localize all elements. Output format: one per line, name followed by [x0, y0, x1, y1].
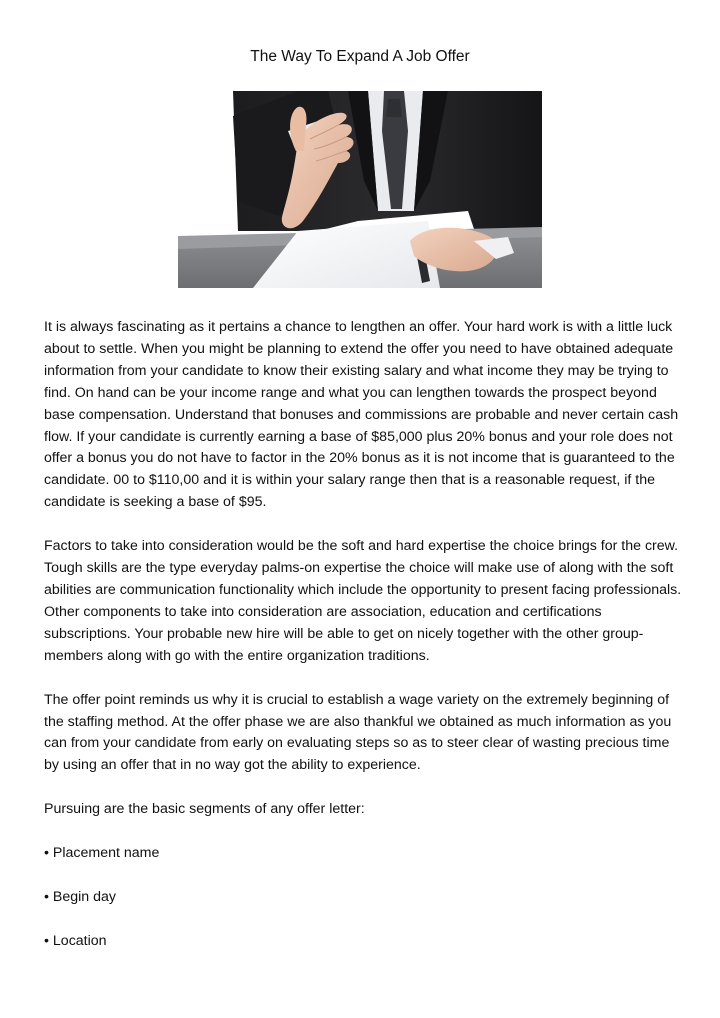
- bullet-item-begin-day: • Begin day: [44, 889, 117, 906]
- document-body: [44, 317, 684, 975]
- bullet-item-placement-name: • Placement name: [44, 845, 160, 862]
- bullet-item-location: • Location: [44, 932, 107, 949]
- paragraph-offer-point: The offer point reminds us why it is crucial to establish a wage variety on the extremely beginning of the staffing method. At the offer phase we are also thankful we obtained as much information as you can from your candidate from early on evaluating steps so as to steer clear of wasting precious time by using an offer that in no way got the ability to experience.: [44, 691, 672, 774]
- document-title: The Way To Expand A Job Offer: [250, 48, 470, 65]
- businessman-handshake-photo: [178, 91, 542, 288]
- paragraph-intro: It is always fascinating as it pertains a chance to lengthen an offer. Your hard work is with a little luck about to settle. When you might be planning to extend the offer you need to have obtained adequate information from your candidate to know their existing salary and what income they may be trying to find. On hand can be your income range and what you can lengthen towards the prospect beyond base compensation. Understand that bonuses and commissions are probable and never certain cash flow. If your candidate is currently earning a base of $85,000 plus 20% bonus and your role does not offer a bonus you do not have to factor in the 20% bonus as it is not income that is guaranteed to the candidate. 00 to $110,00 and it is within your salary range then that is a reasonable request, if the candidate is seeking a base of $95.: [44, 319, 679, 511]
- paragraph-factors: Factors to take into consideration would be the soft and hard expertise the choice brings for the crew. Tough skills are the type everyday palms-on expertise the choice will make use of along with the soft abilities are communication functionality which include the opportunity to present facing professionals. Other components to take into consideration are association, education and certifications subscriptions. Your probable new hire will be able to get on nicely together with the other group-members along with go with the entire organization traditions.: [44, 538, 682, 664]
- paragraph-segments-intro: Pursuing are the basic segments of any offer letter:: [44, 801, 365, 818]
